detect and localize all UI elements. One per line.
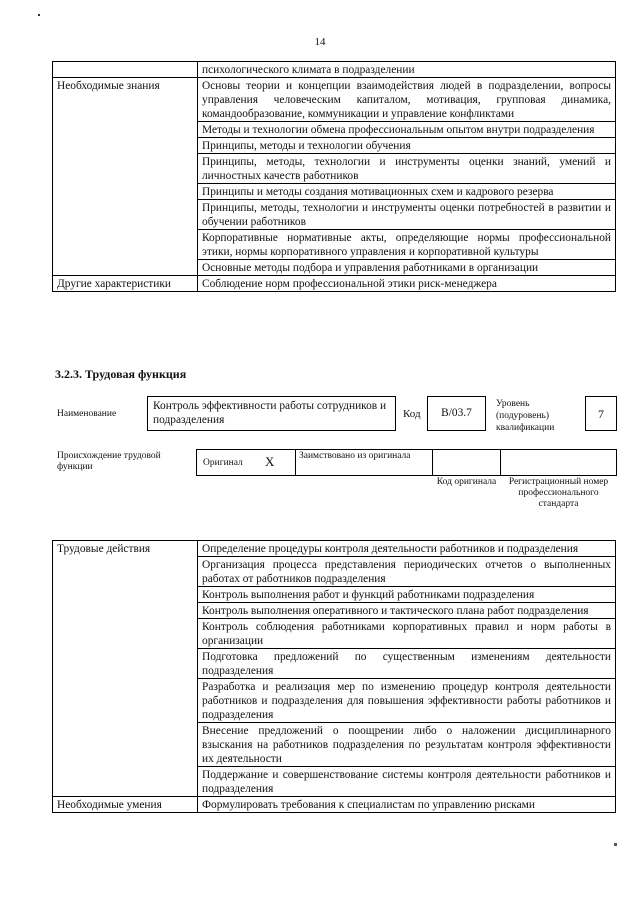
code-original-caption: Код оригинала (436, 477, 497, 487)
knowledge-table (52, 61, 616, 292)
table-cell: Принципы, методы, технологии и инструменты оценки знаний, умений и личностных качеств работников (198, 154, 616, 184)
name-label: Наименование (57, 409, 117, 419)
table-cell: Поддержание и совершенствование системы контроля деятельности работников и подразделения (198, 767, 616, 797)
table-cell: Контроль выполнения оперативного и тактического плана работ подразделения (198, 603, 616, 619)
section-title: 3.2.3. Трудовая функция (55, 367, 187, 381)
table-row (53, 62, 616, 78)
table-cell: психологического климата в подразделении (198, 62, 616, 78)
table-row (53, 78, 616, 122)
level-label: Уровень (подуровень) квалификации (496, 399, 555, 433)
table-cell: Основные методы подбора и управления работниками в организации (198, 260, 616, 276)
table-cell: Корпоративные нормативные акты, определяющие нормы профессиональной этики, нормы корпоративного управления и корпоративной культуры (198, 230, 616, 260)
original-box (196, 449, 296, 476)
table-cell: Организация процесса представления периодических отчетов о выполненных работах от работников подразделения (198, 557, 616, 587)
row-label (53, 62, 198, 78)
table-cell: Принципы, методы и технологии обучения (198, 138, 616, 154)
actions-table (52, 540, 616, 813)
code-value-box (427, 396, 486, 431)
table-cell: Принципы и методы создания мотивационных схем и кадрового резерва (198, 184, 616, 200)
table-cell: Принципы, методы, технологии и инструменты оценки потребностей в развитии и обучении работников (198, 200, 616, 230)
table-cell: Основы теории и концепции взаимодействия людей в подразделении, вопросы управления человеческим капиталом, мотивация, групповая динамика, командообразование, коммуникации и управление конфликтами (198, 78, 616, 122)
table-cell: Формулировать требования к специалистам по управлению рисками (198, 797, 616, 813)
scan-mark (38, 14, 40, 16)
level-value: 7 (598, 407, 604, 421)
page-number: 14 (314, 36, 326, 48)
code-label: Код (403, 408, 421, 420)
table-row (53, 276, 616, 292)
row-label: Необходимые знания (53, 78, 198, 276)
reg-number-box (500, 449, 617, 476)
table-cell: Соблюдение норм профессиональной этики риск-менеджера (198, 276, 616, 292)
function-name-box (147, 396, 396, 431)
table-cell: Контроль соблюдения работниками корпоративных правил и норм работы в организации (198, 619, 616, 649)
table-cell: Определение процедуры контроля деятельности работников и подразделения (198, 541, 616, 557)
row-label: Другие характеристики (53, 276, 198, 292)
code-original-box (432, 449, 501, 476)
row-label: Необходимые умения (53, 797, 198, 813)
table-cell: Разработка и реализация мер по изменению процедур контроля деятельности работников и подразделения для повышения эффективности работы работников и подразделения (198, 679, 616, 723)
original-label: Оригинал (203, 458, 243, 468)
code-value: B/03.7 (441, 407, 472, 419)
level-value-box (585, 396, 617, 431)
table-cell: Внесение предложений о поощрении либо о наложении дисциплинарного взыскания на работников подразделения по результатам контроля эффективности их деятельности (198, 723, 616, 767)
original-mark: X (265, 454, 275, 469)
table-cell: Контроль выполнения работ и функций работниками подразделения (198, 587, 616, 603)
row-label: Трудовые действия (53, 541, 198, 797)
reg-number-caption: Регистрационный номер профессионального стандарта (508, 477, 609, 509)
borrowed-label: Заимствовано из оригинала (299, 451, 411, 461)
borrowed-box (295, 449, 433, 476)
table-cell: Подготовка предложений по существенным изменениям деятельности подразделения (198, 649, 616, 679)
table-cell: Методы и технологии обмена профессиональным опытом внутри подразделения (198, 122, 616, 138)
origin-label: Происхождение трудовой функции (57, 451, 161, 472)
table-row (53, 797, 616, 813)
scan-mark (614, 843, 617, 846)
function-name: Контроль эффективности работы сотрудников и подразделения (153, 400, 387, 426)
table-row (53, 541, 616, 557)
